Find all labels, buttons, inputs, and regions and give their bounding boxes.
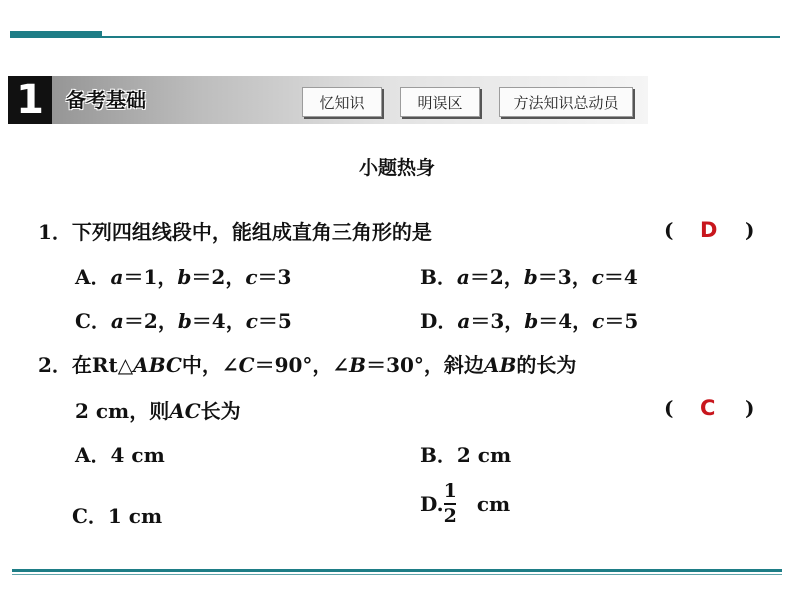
question-1-paren-open: (	[664, 218, 674, 242]
tab-methods-knowledge[interactable]: 方法知识总动员	[499, 87, 633, 117]
question-2-paren-close: )	[745, 396, 755, 420]
question-1-answer: D	[700, 218, 718, 242]
section-title: 备考基础	[66, 88, 146, 112]
question-2-stem-line-2: 2 cm，则AC长为	[75, 399, 241, 423]
question-1-option-d: D．a＝3，b＝4，c＝5	[420, 309, 639, 333]
question-2-stem-line-1: 2．在Rt△ABC中，∠C＝90°，∠B＝30°，斜边AB的长为	[38, 353, 577, 377]
question-1-option-a: A．a＝1，b＝2，c＝3	[75, 265, 292, 289]
section-number-badge: 1	[8, 76, 52, 124]
warmup-subtitle: 小题热身	[358, 157, 435, 179]
question-1-stem	[38, 216, 432, 245]
fraction-one-half: $\frac{1}{2}$	[443, 480, 457, 527]
question-2-option-a: A．4 cm	[75, 443, 165, 467]
question-1-number: 1．	[38, 220, 72, 244]
tab-recall-knowledge[interactable]: 忆知识	[302, 87, 382, 117]
question-2-answer: C	[700, 396, 716, 420]
question-2-option-d: D. $\frac{1}{2}$ cm	[420, 480, 511, 527]
question-2-paren-open: (	[664, 396, 674, 420]
question-2-option-c: C．1 cm	[72, 504, 163, 528]
bottom-accent-line	[12, 569, 782, 572]
bottom-accent-line-thin	[12, 574, 782, 575]
question-1-paren-close: )	[745, 218, 755, 242]
tab-clarify-mistakes[interactable]: 明误区	[400, 87, 480, 117]
question-2-number: 2．	[38, 353, 72, 377]
top-accent-line	[10, 36, 780, 38]
question-2-option-b: B．2 cm	[420, 443, 512, 467]
question-1-option-c: C．a＝2，b＝4，c＝5	[75, 309, 292, 333]
question-1-option-b: B．a＝2，b＝3，c＝4	[420, 265, 638, 289]
question-1-text: 下列四组线段中，能组成直角三角形的是	[71, 220, 432, 244]
